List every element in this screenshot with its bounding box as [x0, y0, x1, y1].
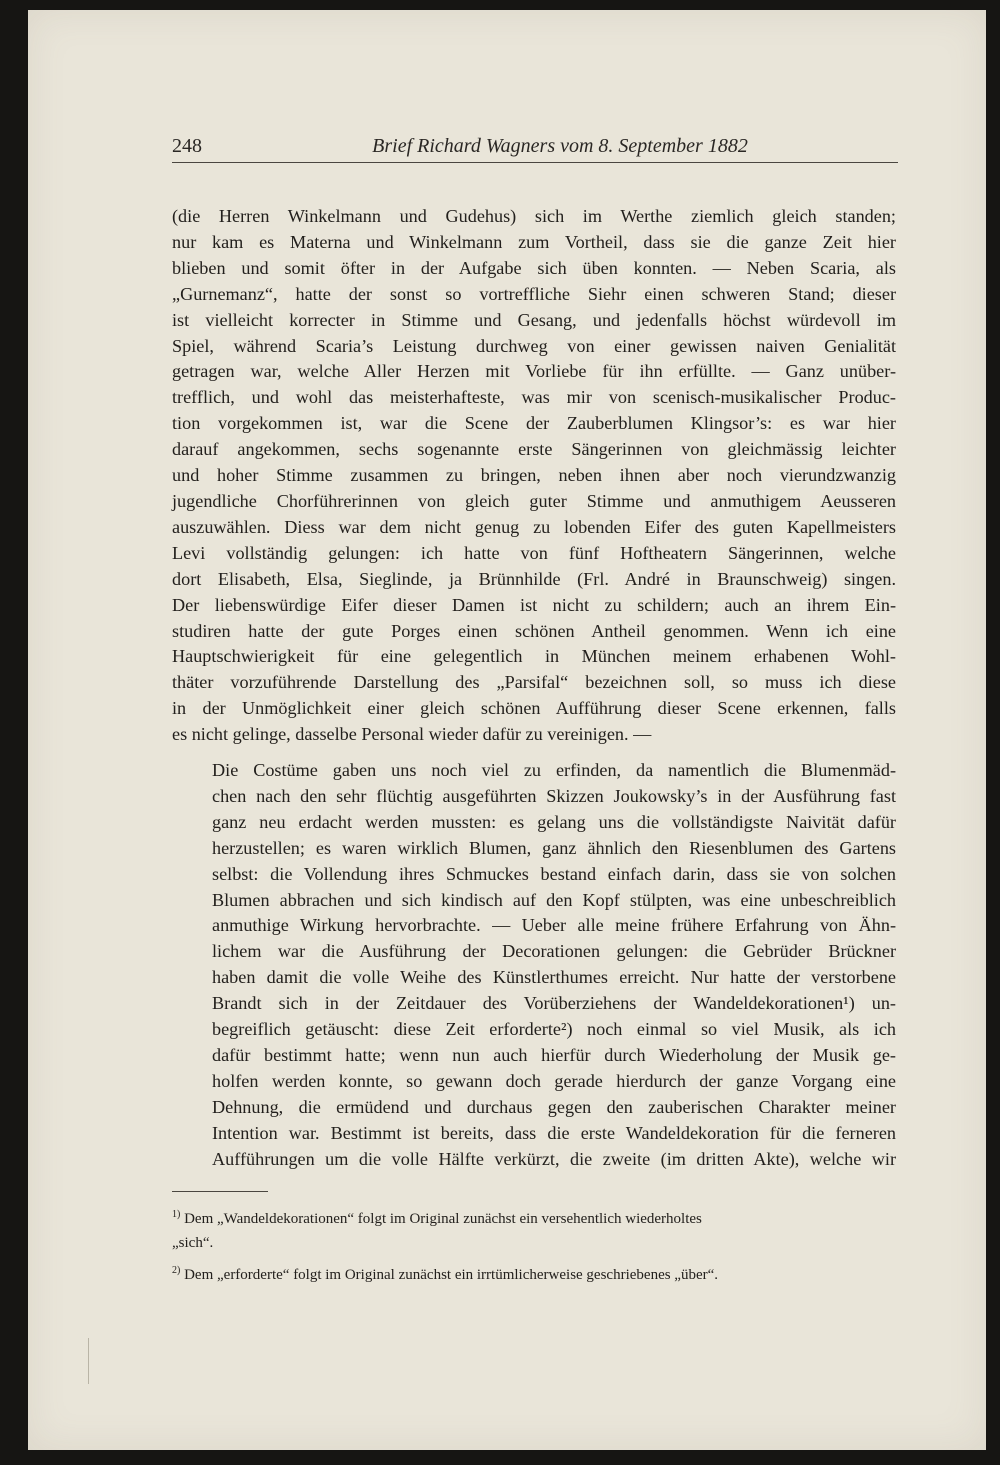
- text-line: ganz neu erdacht werden mussten: es gelang uns die vollständigste Naivität dafür: [212, 811, 896, 832]
- text-line: auszuwählen. Diess war dem nicht genug zu lobenden Eifer des guten Kapellmeisters: [172, 516, 896, 537]
- footnote-mark: 2): [172, 1265, 181, 1276]
- text-line: Blumen abbrachen und sich kindisch auf den Kopf stülpten, was eine unbeschreiblich: [212, 889, 896, 910]
- text-line: begreiflich getäuscht: diese Zeit erforderte²) noch einmal so viel Musik, als ich: [212, 1019, 896, 1040]
- text-line: Dehnung, die ermüdend und durchaus gegen den zauberischen Charakter meiner: [212, 1096, 896, 1117]
- footnote-text: Dem „erforderte“ folgt im Original zunächst ein irrtümlicherweise geschriebenes „über“.: [184, 1267, 719, 1283]
- running-header: [172, 134, 898, 163]
- running-title: Brief Richard Wagners vom 8. September 1882: [372, 135, 748, 157]
- text-line: dort Elisabeth, Elsa, Sieglinde, ja Brünnhilde (Frl. André in Braunschweig) singen.: [172, 568, 896, 589]
- text-line: darauf angekommen, sechs sogenannte erste Sängerinnen von gleichmässig leichter: [172, 439, 896, 460]
- footnote-text: Dem „Wandeldekorationen“ folgt im Original zunächst ein versehentlich wiederholtes: [184, 1211, 702, 1227]
- text-line: holfen werden konnte, so gewann doch gerade hierdurch der ganze Vorgang eine: [212, 1070, 896, 1091]
- text-line: Aufführungen um die volle Hälfte verkürzt, die zweite (im dritten Akte), welche wir: [212, 1148, 896, 1169]
- footnote-2: [172, 1259, 896, 1287]
- text-line: herzustellen; es waren wirklich Blumen, ganz ähnlich den Riesenblumen des Gartens: [212, 837, 896, 858]
- text-line: es nicht gelinge, dasselbe Personal wieder dafür zu vereinigen. —: [172, 724, 652, 745]
- text-line: jugendliche Chorführerinnen von gleich guter Stimme und anmuthigem Aeusseren: [172, 490, 896, 511]
- text-line: haben damit die volle Weihe des Künstlerthumes erreicht. Nur hatte der verstorbene: [212, 967, 896, 988]
- body-text: [172, 204, 896, 1173]
- text-line: Die Costüme gaben uns noch viel zu erfinden, da namentlich die Blumenmäd-: [212, 760, 896, 781]
- text-line: und hoher Stimme zusammen zu bringen, neben ihnen aber noch vierundzwanzig: [172, 465, 896, 486]
- text-line: Hauptschwierigkeit für eine gelegentlich in München meinem erhabenen Wohl-: [172, 646, 896, 667]
- text-line: tion vorgekommen ist, war die Scene der Zauberblumen Klingsor’s: es war hier: [172, 413, 896, 434]
- footnotes: [172, 1203, 896, 1291]
- text-line: getragen war, welche Aller Herzen mit Vorliebe für ihn erfüllte. — Ganz unüber-: [172, 361, 896, 382]
- paragraph-2: [172, 758, 896, 1173]
- text-line: anmuthige Wirkung hervorbrachte. — Ueber alle meine frühere Erfahrung von Ähn-: [212, 915, 896, 936]
- text-line: blieben und somit öfter in der Aufgabe sich üben konnten. — Neben Scaria, als: [172, 257, 896, 278]
- text-line: lichem war die Ausführung der Decorationen gelungen: die Gebrüder Brückner: [212, 941, 896, 962]
- paragraph-1: [172, 204, 896, 748]
- footnote-divider: [172, 1191, 268, 1192]
- text-line: in der Unmöglichkeit einer gleich schönen Aufführung dieser Scene erkennen, falls: [172, 698, 896, 719]
- text-line: selbst: die Vollendung ihres Schmuckes bestand einfach darin, dass sie von solchen: [212, 863, 896, 884]
- text-line: dafür bestimmt hatte; wenn nun auch hierfür durch Wiederholung der Musik ge-: [212, 1045, 896, 1065]
- text-line: Brandt sich in der Zeitdauer des Vorüberziehens der Wandeldekorationen¹) un-: [212, 993, 896, 1014]
- text-line: Spiel, während Scaria’s Leistung durchweg von einer gewissen naiven Genialität: [172, 335, 896, 356]
- footnote-mark: 1): [172, 1209, 181, 1220]
- text-line: Der liebenswürdige Eifer dieser Damen ist nicht zu schildern; auch an ihrem Ein-: [172, 594, 896, 615]
- text-line: „Gurnemanz“, hatte der sonst so vortreffliche Siehr einen schweren Stand; dieser: [172, 283, 896, 304]
- text-line: ist vielleicht korrecter in Stimme und Gesang, und jedenfalls höchst würdevoll im: [172, 309, 896, 330]
- footnote-text: „sich“.: [172, 1235, 214, 1251]
- text-line: nur kam es Materna und Winkelmann zum Vortheil, dass sie die ganze Zeit hier: [172, 231, 896, 252]
- text-line: trefflich, und wohl das meisterhafteste, was mir von scenisch-musikalischer Produc-: [172, 387, 896, 408]
- text-line: studiren hatte der gute Porges einen schönen Antheil genommen. Wenn ich eine: [172, 620, 896, 641]
- text-line: Intention war. Bestimmt ist bereits, dass die erste Wandeldekoration für die ferneren: [212, 1122, 896, 1143]
- page-number: 248: [172, 135, 202, 157]
- text-line: thäter vorzuführende Darstellung des „Parsifal“ bezeichnen soll, so muss ich diese: [172, 672, 896, 693]
- text-line: Levi vollständig gelungen: ich hatte von fünf Hoftheatern Sängerinnen, welche: [172, 542, 896, 563]
- margin-pencil-mark: [88, 1338, 89, 1384]
- footnote-1: [172, 1203, 896, 1255]
- text-line: (die Herren Winkelmann und Gudehus) sich im Werthe ziemlich gleich standen;: [172, 206, 896, 226]
- text-line: chen nach den sehr flüchtig ausgeführten Skizzen Joukowsky’s in der Ausführung fast: [212, 785, 896, 806]
